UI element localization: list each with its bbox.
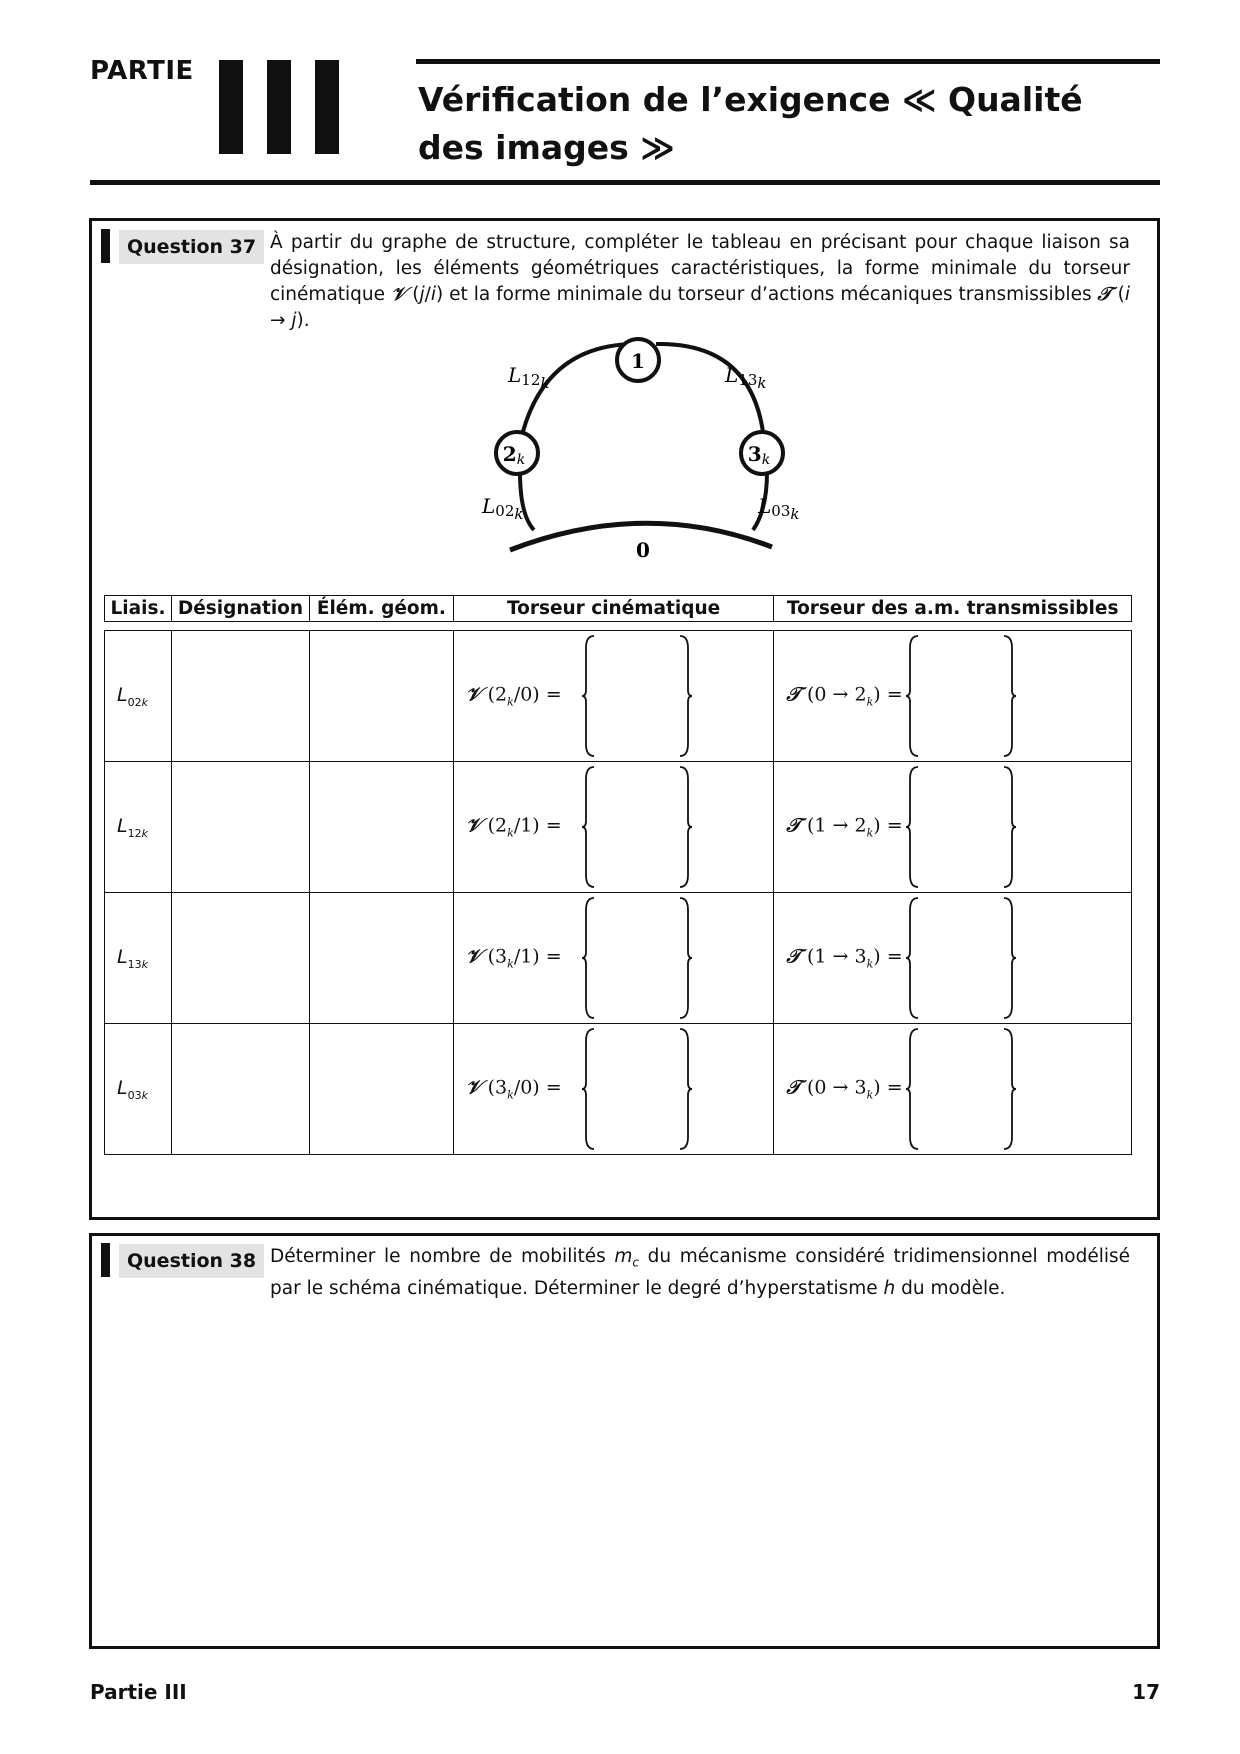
torsor-brace [906, 1027, 1016, 1151]
kinematic-torsor-label: 𝒱 $(3_k/0)$ = [465, 1076, 562, 1102]
kinematic-torsor-cell[interactable] [453, 893, 774, 1024]
node-2k-label: 2k [502, 442, 526, 468]
transmissible-torsor-cell[interactable] [774, 1024, 1132, 1155]
links-table [104, 595, 1132, 1155]
designation-cell[interactable] [171, 1024, 309, 1155]
kinematic-torsor-label: 𝒱 $(2_k/1)$ = [465, 814, 562, 840]
kinematic-torsor-cell[interactable] [453, 762, 774, 893]
question-marker [101, 229, 110, 263]
torsor-brace [582, 896, 692, 1020]
transmissible-torsor-cell[interactable] [774, 631, 1132, 762]
title-rule [416, 59, 1160, 64]
torsor-brace [582, 765, 692, 889]
question-marker [101, 1243, 110, 1277]
question-37-label: Question 37 [119, 230, 264, 264]
column-header: Torseur des a.m. transmissibles [774, 596, 1132, 622]
table-row [105, 631, 1132, 762]
table-row [105, 893, 1132, 1024]
designation-cell[interactable] [171, 893, 309, 1024]
node-1-label: 1 [631, 349, 645, 373]
node-3k-label: 3k [747, 442, 771, 468]
footer-part-label: Partie III [90, 1680, 187, 1704]
roman-bar [267, 60, 291, 154]
structure-graph [470, 330, 830, 570]
column-header: Liais. [105, 596, 172, 622]
kinematic-torsor-cell[interactable] [453, 1024, 774, 1155]
link-label-l02k: L02k [482, 494, 524, 523]
liaison-cell: $L_{12k}$ [105, 762, 172, 893]
liaison-cell: $L_{02k}$ [105, 631, 172, 762]
node-0-label: 0 [636, 538, 650, 562]
question-37-text: À partir du graphe de structure, compléter le tableau en précisant pour chaque liaison sa désignation, les éléments géométriques caractéristiques, la forme minimale du torseur cinématique 𝒱 (j/i) et la forme minimale du torseur d’actions mécaniques transmissibles 𝒯 (i → j). [270, 232, 1130, 331]
table-header-row [105, 596, 1132, 622]
transmissible-torsor-label: 𝒯 $(1 \to 3_k)$ = [786, 945, 903, 971]
page-number: 17 [1132, 1680, 1160, 1704]
partie-label: PARTIE [90, 56, 194, 86]
designation-cell[interactable] [171, 631, 309, 762]
geometry-cell[interactable] [309, 631, 453, 762]
kinematic-torsor-label: 𝒱 $(2_k/0)$ = [465, 683, 562, 709]
transmissible-torsor-label: 𝒯 $(0 \to 3_k)$ = [786, 1076, 903, 1102]
geometry-cell[interactable] [309, 1024, 453, 1155]
header-rule [90, 180, 1160, 185]
link-label-l13k: L13k [725, 363, 767, 392]
link-label-l03k: L03k [758, 494, 800, 523]
link-label-l12k: L12k [508, 363, 550, 392]
column-header: Désignation [171, 596, 309, 622]
liaison-cell: $L_{03k}$ [105, 1024, 172, 1155]
geometry-cell[interactable] [309, 893, 453, 1024]
table-row [105, 762, 1132, 893]
transmissible-torsor-cell[interactable] [774, 762, 1132, 893]
kinematic-torsor-cell[interactable] [453, 631, 774, 762]
page-title: Vérification de l’exigence ≪ Qualité des images ≫ [418, 80, 1083, 167]
transmissible-torsor-cell[interactable] [774, 893, 1132, 1024]
roman-bar [315, 60, 339, 154]
roman-bar [219, 60, 243, 154]
liaison-cell: $L_{13k}$ [105, 893, 172, 1024]
transmissible-torsor-label: 𝒯 $(0 \to 2_k)$ = [786, 683, 903, 709]
answer-area[interactable] [100, 1320, 1148, 1638]
kinematic-torsor-label: 𝒱 $(3_k/1)$ = [465, 945, 562, 971]
torsor-brace [906, 896, 1016, 1020]
transmissible-torsor-label: 𝒯 $(1 \to 2_k)$ = [786, 814, 903, 840]
designation-cell[interactable] [171, 762, 309, 893]
torsor-brace [582, 634, 692, 758]
table-row [105, 1024, 1132, 1155]
column-header: Élém. géom. [309, 596, 453, 622]
column-header: Torseur cinématique [453, 596, 774, 622]
geometry-cell[interactable] [309, 762, 453, 893]
torsor-brace [906, 634, 1016, 758]
torsor-brace [582, 1027, 692, 1151]
torsor-brace [906, 765, 1016, 889]
question-38-label: Question 38 [119, 1244, 264, 1278]
question-38-text: Déterminer le nombre de mobilités $m_c$ du mécanisme considéré tridimensionnel modélisé par le schéma cinématique. Déterminer le degré d’hyperstatisme h du modèle. [270, 1246, 1131, 1299]
